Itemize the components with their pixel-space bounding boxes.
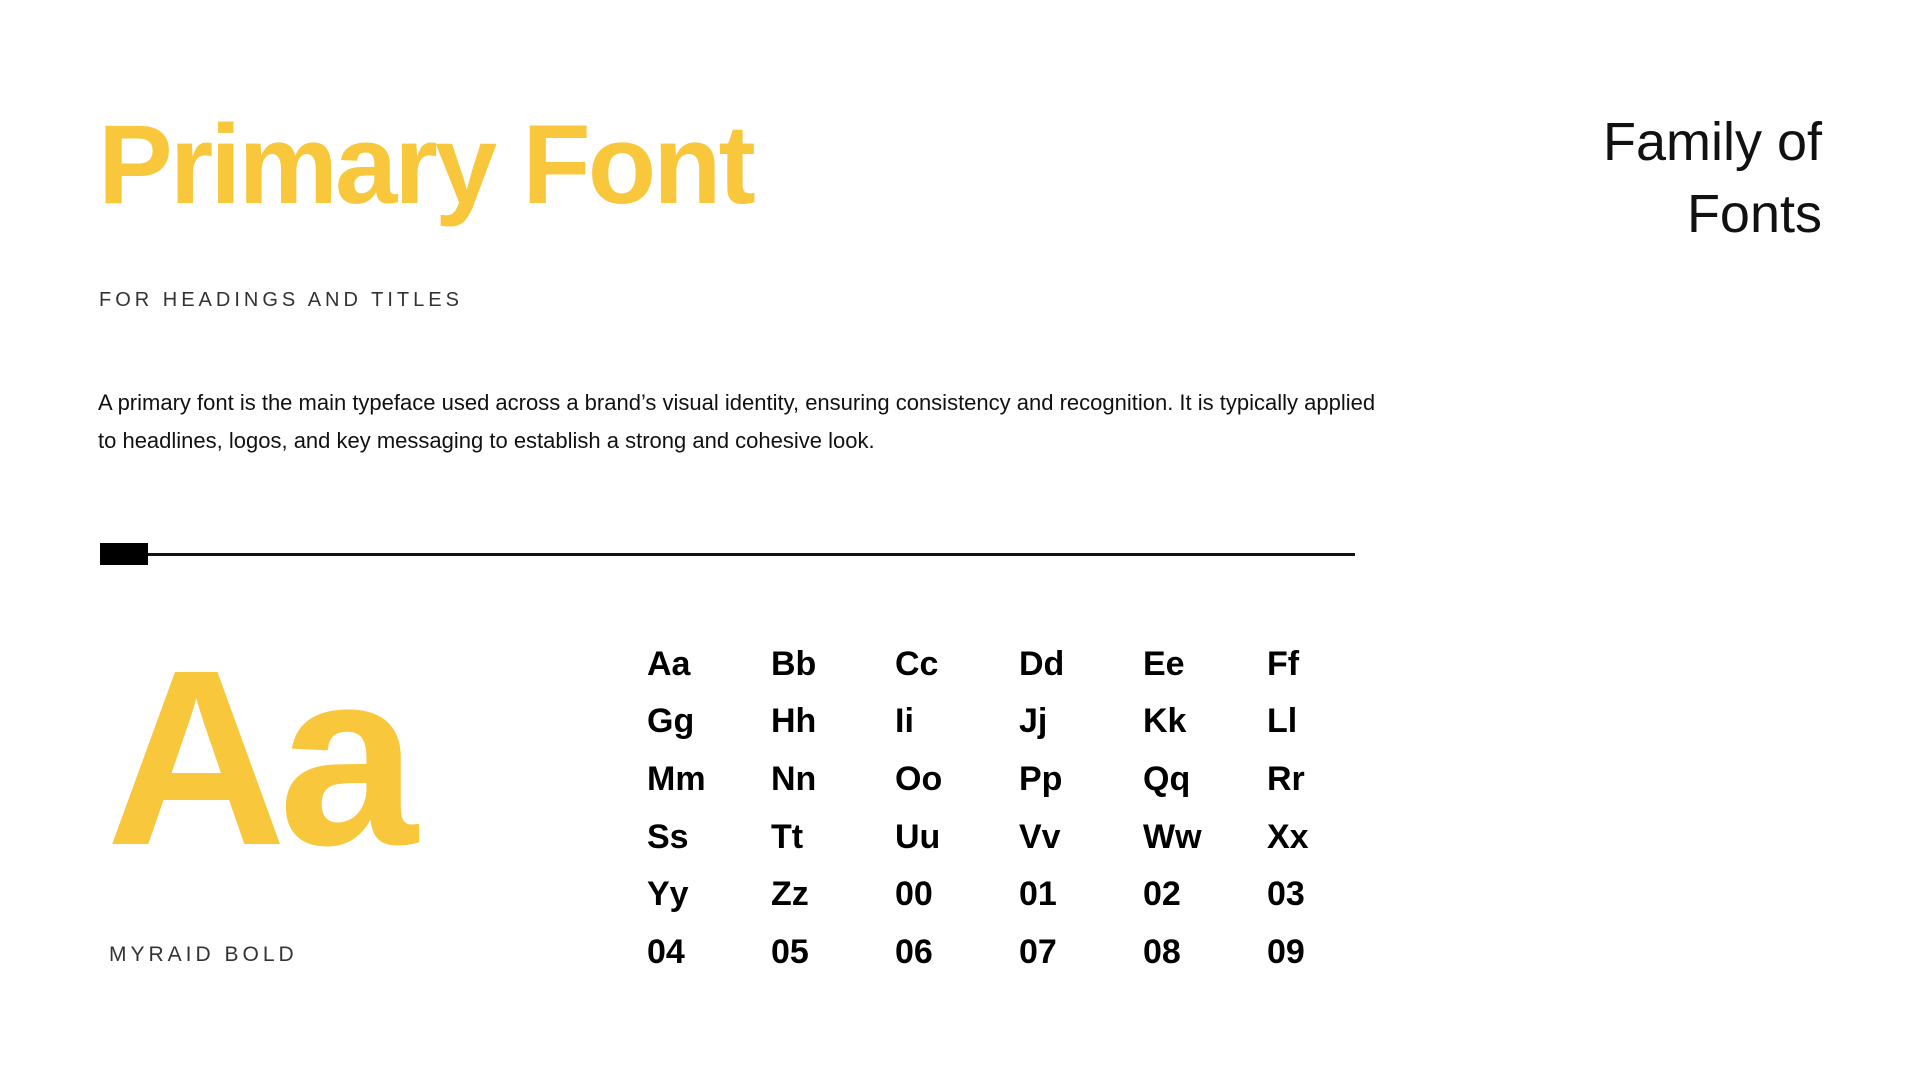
- glyph-cell: 05: [771, 932, 809, 971]
- glyph-cell: Xx: [1267, 817, 1309, 856]
- glyph-cell: 04: [647, 932, 685, 971]
- page-title: Primary Font: [98, 102, 753, 227]
- glyph-cell: Yy: [647, 875, 689, 914]
- glyph-cell: 02: [1143, 875, 1181, 914]
- glyph-cell: Vv: [1019, 817, 1061, 856]
- section-heading-line-1: Family of: [1602, 112, 1822, 172]
- glyph-cell: 00: [895, 875, 933, 914]
- glyph-cell: Qq: [1143, 759, 1191, 798]
- glyph-cell: Uu: [895, 817, 941, 856]
- section-heading-line-2: Fonts: [1686, 184, 1822, 244]
- glyph-cell: 09: [1267, 932, 1305, 971]
- glyph-cell: Ll: [1267, 702, 1298, 741]
- glyph-cell: Zz: [771, 875, 809, 914]
- glyph-cell: Pp: [1019, 759, 1063, 798]
- glyph-cell: Gg: [647, 702, 695, 741]
- font-specimen: Aa: [106, 618, 410, 897]
- glyph-cell: Ee: [1143, 644, 1185, 683]
- glyph-cell: Mm: [647, 759, 706, 798]
- glyph-cell: Nn: [771, 759, 817, 798]
- glyph-cell: Ss: [647, 817, 689, 856]
- glyph-cell: 08: [1143, 932, 1181, 971]
- glyph-cell: Ww: [1143, 817, 1202, 856]
- divider-line: [100, 553, 1355, 556]
- divider-accent-block: [100, 543, 148, 565]
- glyph-cell: Ff: [1267, 644, 1300, 683]
- glyph-cell: Jj: [1019, 702, 1048, 741]
- glyph-cell: Tt: [771, 817, 804, 856]
- glyph-cell: 01: [1019, 875, 1057, 914]
- section-heading: [1502, 106, 1822, 250]
- glyph-cell: 03: [1267, 875, 1305, 914]
- font-name-label: MYRAID BOLD: [109, 943, 298, 966]
- glyph-cell: Ii: [895, 702, 914, 741]
- glyph-cell: Kk: [1143, 702, 1187, 741]
- glyph-grid: [647, 635, 1387, 981]
- glyph-cell: Dd: [1019, 644, 1065, 683]
- glyph-cell: Hh: [771, 702, 817, 741]
- glyph-cell: Aa: [647, 644, 691, 683]
- glyph-cell: 07: [1019, 932, 1057, 971]
- glyph-cell: Oo: [895, 759, 943, 798]
- glyph-cell: Cc: [895, 644, 939, 683]
- glyph-cell: Bb: [771, 644, 817, 683]
- glyph-cell: Rr: [1267, 759, 1305, 798]
- subtitle: FOR HEADINGS AND TITLES: [99, 289, 463, 311]
- description: A primary font is the main typeface used across a brand’s visual identity, ensuring consistency and recognition. It is typically applied to headlines, logos, and key messaging to establish a strong and cohesive look.: [98, 390, 1376, 453]
- glyph-cell: 06: [895, 932, 933, 971]
